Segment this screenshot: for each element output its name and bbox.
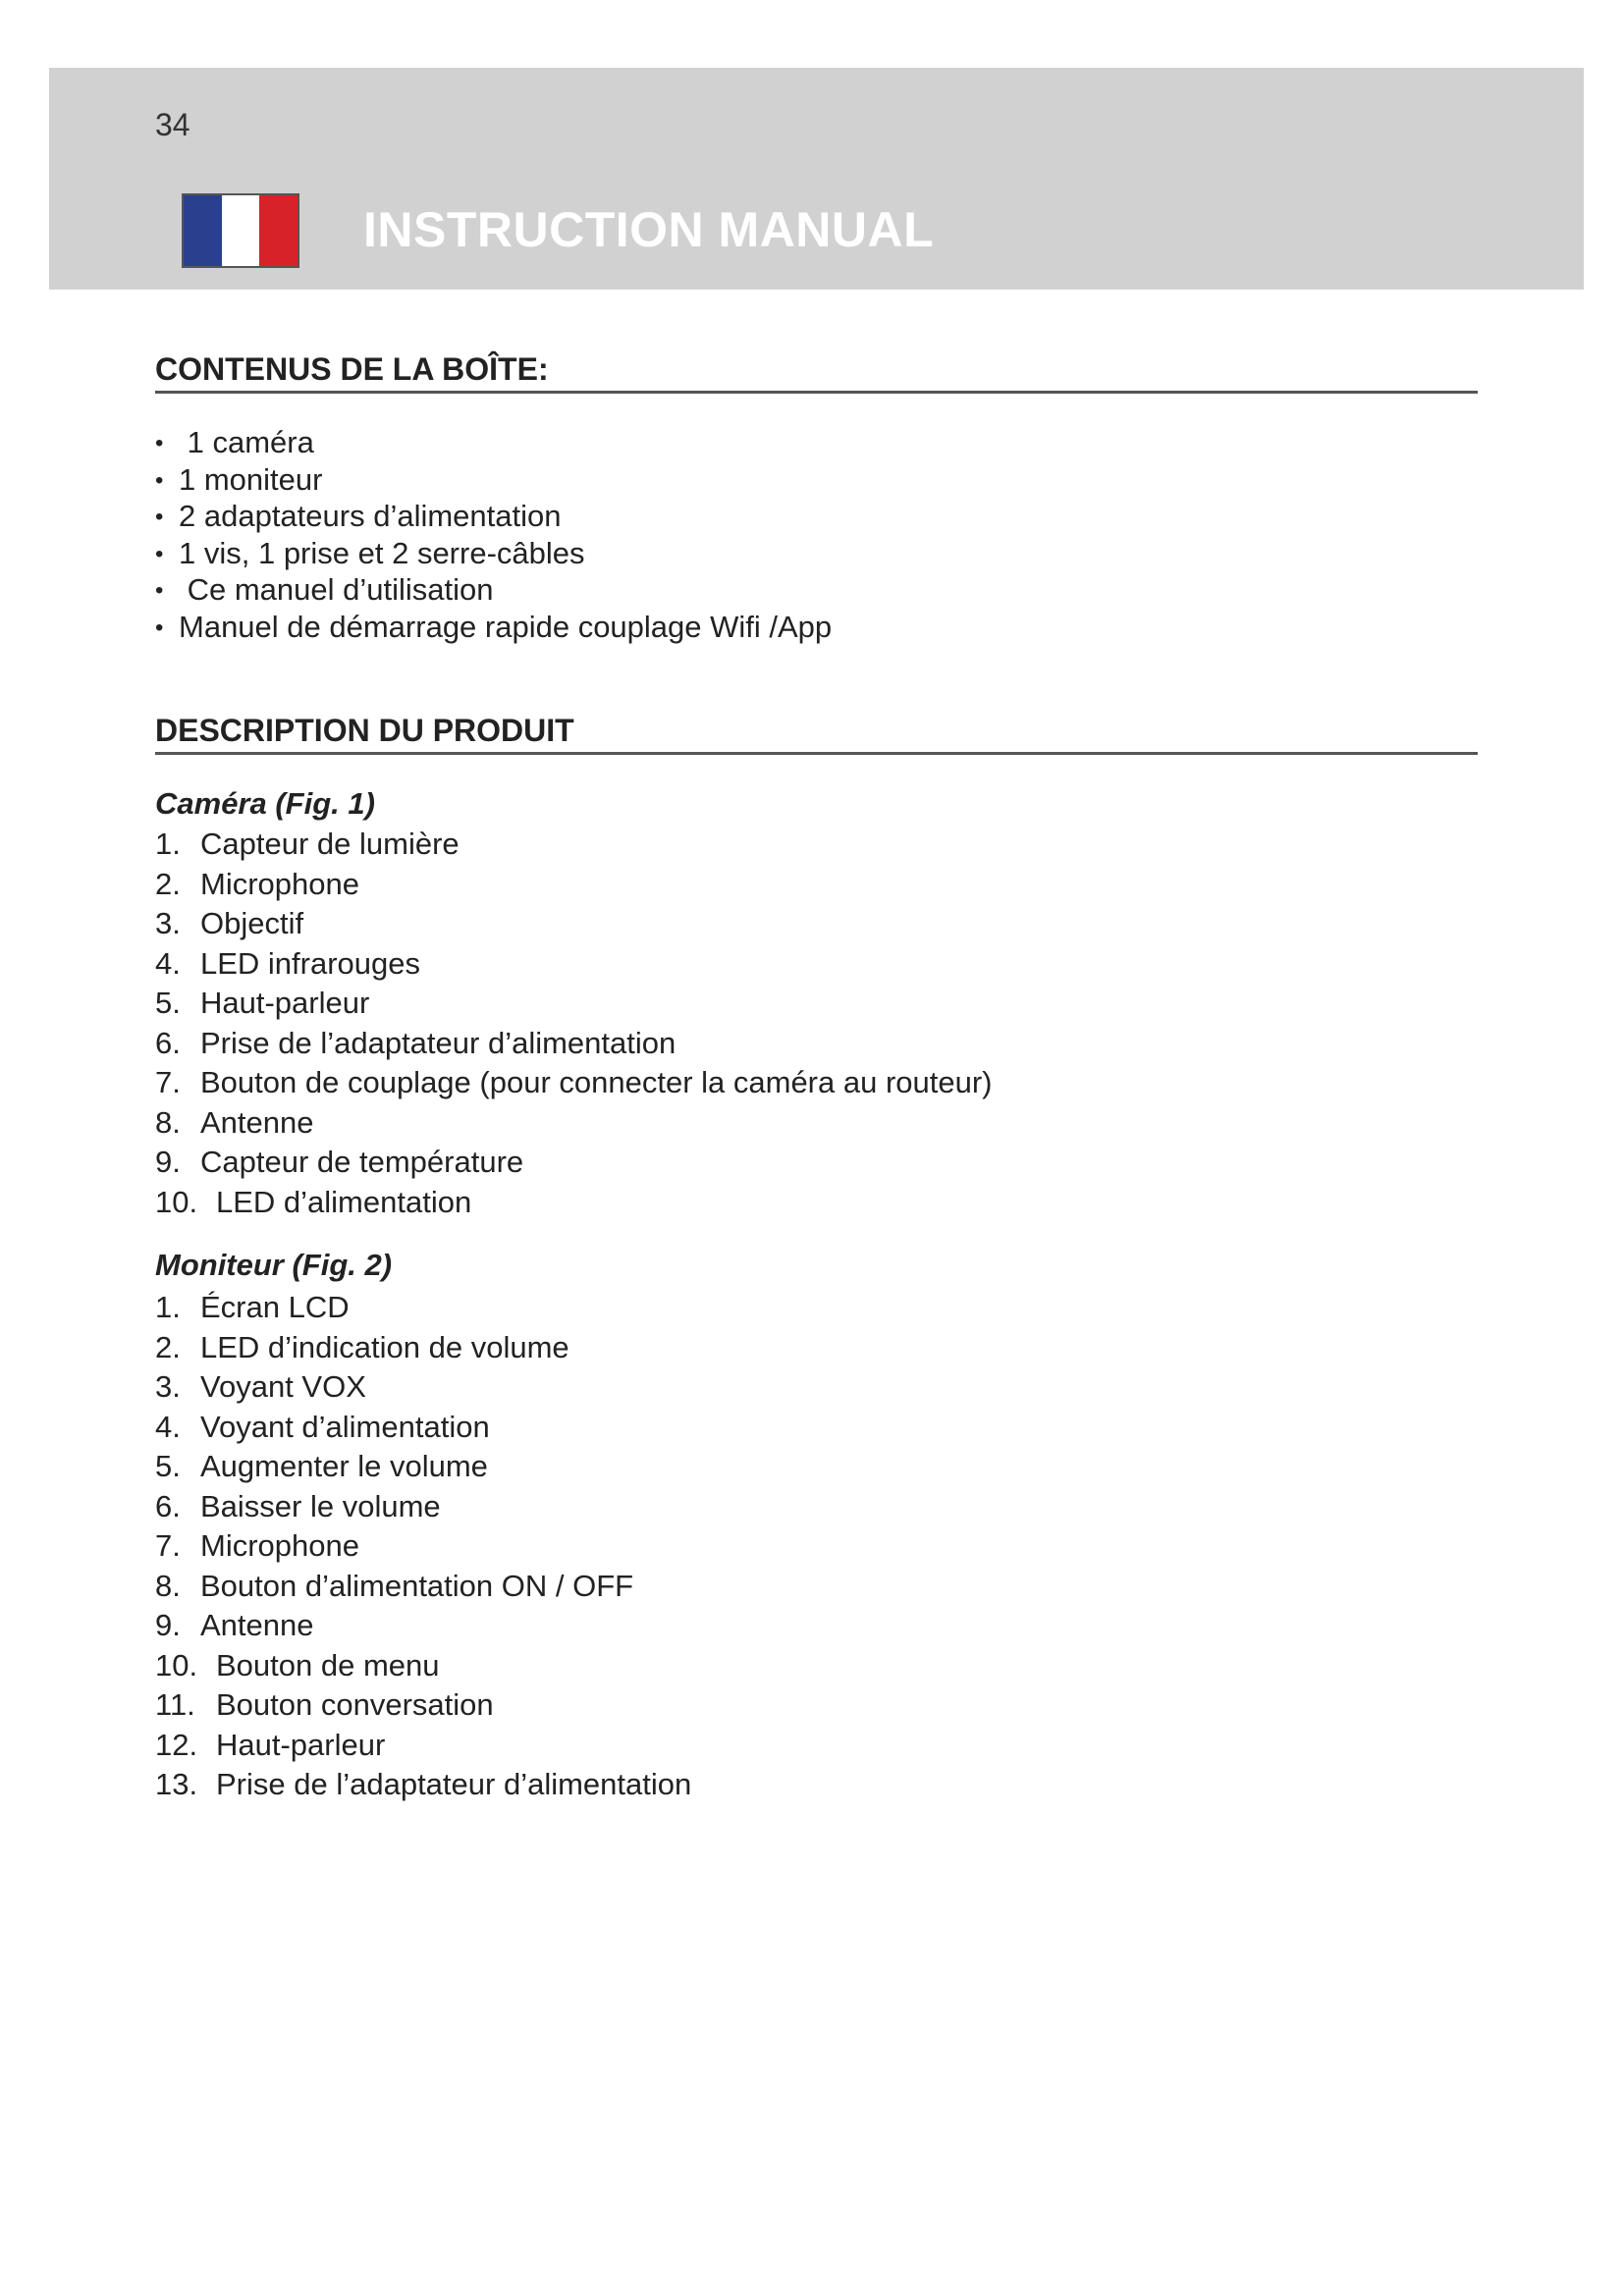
item-number: 2.	[155, 866, 181, 901]
item-number: 4.	[155, 945, 181, 981]
list-item	[155, 1526, 691, 1567]
list-item	[155, 1646, 691, 1686]
item-number: 3.	[155, 1369, 181, 1404]
flag-stripe-white	[222, 195, 260, 266]
bullet-icon: •	[155, 504, 164, 530]
page-number: 34	[155, 107, 190, 142]
item-number: 9.	[155, 1145, 181, 1179]
list-item	[155, 1367, 691, 1408]
list-item-text: Bouton d’alimentation ON / OFF	[200, 1568, 634, 1603]
list-item	[155, 1183, 993, 1223]
list-item-text: 1 moniteur	[179, 461, 323, 497]
list-item-text: Microphone	[200, 866, 359, 901]
list-item	[155, 424, 832, 461]
item-number: 5.	[155, 986, 181, 1020]
list-item-text: Haut-parleur	[216, 1727, 386, 1762]
list-item-text: Prise de l’adaptateur d’alimentation	[200, 1025, 677, 1060]
item-number: 6.	[155, 1488, 181, 1523]
list-item-text: Antenne	[200, 1608, 314, 1642]
item-number: 4.	[155, 1409, 181, 1444]
list-item	[155, 535, 832, 572]
list-item	[155, 571, 832, 609]
list-item	[155, 865, 993, 905]
monitor-subheading: Moniteur (Fig. 2)	[155, 1248, 393, 1282]
list-item	[155, 1765, 691, 1805]
list-item-text: Voyant d’alimentation	[200, 1409, 490, 1444]
list-item-text: Écran LCD	[200, 1290, 350, 1324]
flag-stripe-red	[259, 195, 298, 266]
list-item-text: Prise de l’adaptateur d’alimentation	[216, 1767, 692, 1801]
list-item	[155, 1103, 993, 1144]
list-item	[155, 1567, 691, 1607]
list-item-text: Bouton de menu	[216, 1647, 440, 1682]
list-item	[155, 1024, 993, 1064]
list-item-text: Bouton conversation	[216, 1687, 494, 1722]
list-item	[155, 1447, 691, 1487]
camera-parts-list	[155, 825, 993, 1222]
list-item-text: Bouton de couplage (pour connecter la caméra au routeur)	[200, 1065, 993, 1099]
item-number: 10.	[155, 1184, 198, 1219]
item-number: 8.	[155, 1104, 181, 1140]
list-item-text: Capteur de température	[200, 1145, 524, 1179]
bullet-icon: •	[155, 577, 164, 604]
list-item-text: 1 caméra	[179, 425, 314, 459]
list-item-text: Objectif	[200, 906, 304, 940]
list-item	[155, 1606, 691, 1646]
item-number: 5.	[155, 1449, 181, 1483]
list-item	[155, 1143, 993, 1183]
box-contents-heading: CONTENUS DE LA BOÎTE:	[155, 353, 1478, 394]
list-item	[155, 984, 993, 1024]
list-item	[155, 461, 832, 499]
list-item-text: 1 vis, 1 prise et 2 serre-câbles	[179, 535, 585, 570]
item-number: 3.	[155, 906, 181, 940]
item-number: 9.	[155, 1608, 181, 1642]
list-item	[155, 1328, 691, 1368]
france-flag-icon	[182, 193, 299, 268]
list-item-text: Voyant VOX	[200, 1369, 366, 1404]
product-description-heading: DESCRIPTION DU PRODUIT	[155, 715, 1478, 755]
list-item-text: LED infrarouges	[200, 945, 421, 981]
item-number: 11.	[155, 1687, 195, 1722]
list-item	[155, 1685, 691, 1726]
list-item	[155, 1063, 993, 1103]
list-item-text: Manuel de démarrage rapide couplage Wifi /App	[179, 609, 833, 644]
monitor-parts-list	[155, 1288, 691, 1805]
list-item-text: Ce manuel d’utilisation	[179, 572, 494, 607]
list-item	[155, 1487, 691, 1527]
item-number: 7.	[155, 1065, 181, 1099]
list-item-text: Haut-parleur	[200, 986, 370, 1020]
list-item	[155, 498, 832, 535]
item-number: 8.	[155, 1568, 181, 1603]
list-item	[155, 1726, 691, 1766]
camera-subheading: Caméra (Fig. 1)	[155, 786, 375, 821]
list-item-text: Microphone	[200, 1528, 359, 1563]
item-number: 6.	[155, 1025, 181, 1060]
list-item-text: Baisser le volume	[200, 1488, 441, 1523]
flag-stripe-blue	[184, 195, 222, 266]
box-contents-list	[155, 424, 832, 645]
list-item-text: LED d’indication de volume	[200, 1329, 569, 1364]
item-number: 12.	[155, 1727, 198, 1762]
bullet-icon: •	[155, 540, 164, 567]
list-item	[155, 609, 832, 646]
list-item-text: Capteur de lumière	[200, 827, 460, 861]
header-band	[49, 68, 1584, 290]
item-number: 7.	[155, 1528, 181, 1563]
list-item	[155, 1288, 691, 1328]
item-number: 10.	[155, 1647, 198, 1682]
list-item	[155, 1408, 691, 1448]
list-item-text: 2 adaptateurs d’alimentation	[179, 499, 562, 533]
list-item	[155, 904, 993, 944]
list-item-text: Augmenter le volume	[200, 1449, 488, 1483]
bullet-icon: •	[155, 466, 164, 494]
item-number: 1.	[155, 827, 181, 861]
list-item	[155, 825, 993, 865]
item-number: 1.	[155, 1290, 181, 1324]
item-number: 2.	[155, 1329, 181, 1364]
bullet-icon: •	[155, 614, 164, 641]
list-item-text: Antenne	[200, 1104, 314, 1140]
bullet-icon: •	[155, 430, 164, 456]
manual-title: INSTRUCTION MANUAL	[363, 202, 935, 257]
list-item-text: LED d’alimentation	[216, 1184, 472, 1219]
item-number: 13.	[155, 1767, 198, 1801]
list-item	[155, 944, 993, 985]
